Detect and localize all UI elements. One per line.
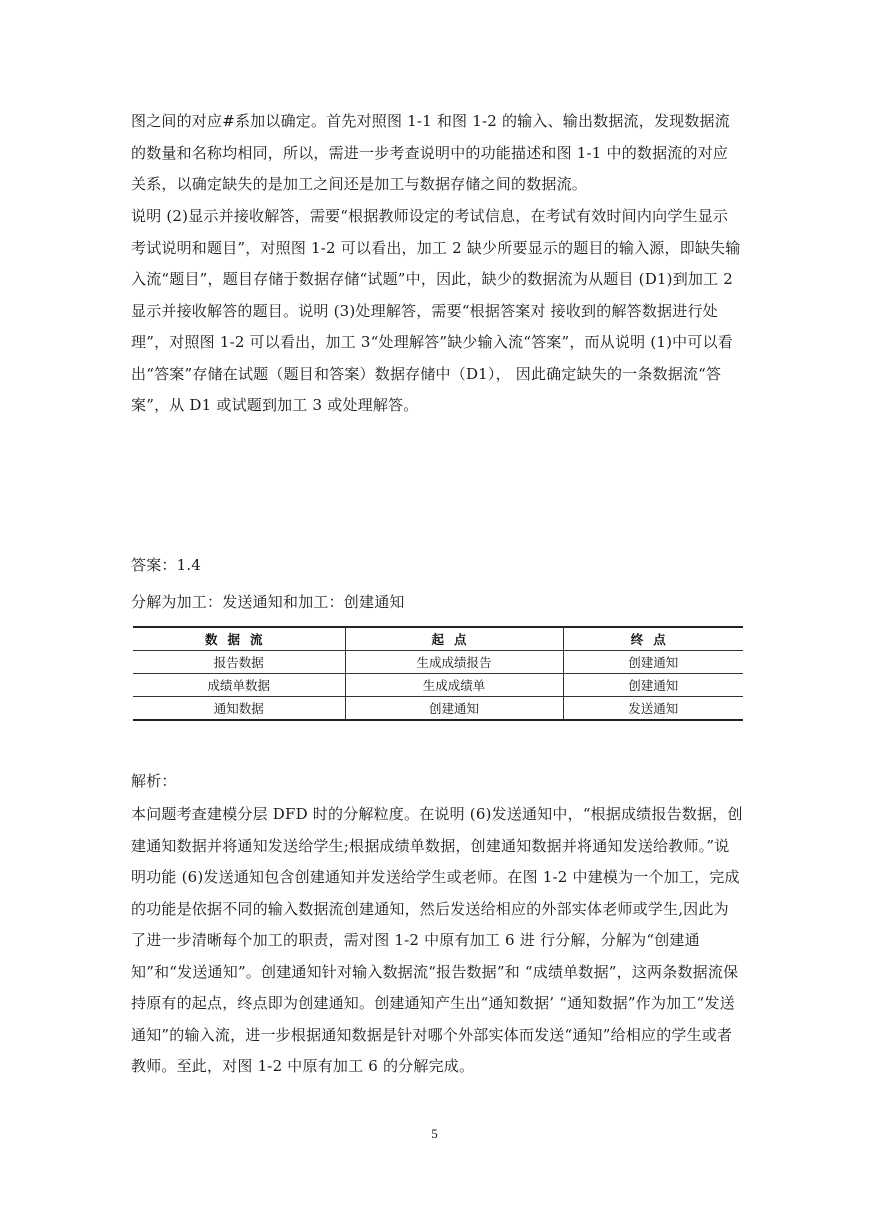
table-cell: 生成成绩单 [345, 674, 563, 697]
header-dataflow: 数据流 [133, 627, 345, 651]
analysis-body: 本问题考查建模分层 DFD 时的分解粒度。在说明 (6)发送通知中，“根据成绩报告数据，创建通知数据并将通知发送给学生;根据成绩单数据，创建通知数据并将通知发送给教师。”说明功能 (6)发送通知包含创建通知并发送给学生或老师。在图 1-2 中建模为一个加工，完成的功能是依据不同的输入数据流创建通知，然后发送给相应的外部实体老师或学生,因此为了进一步清晰每个加工的职责，需对图 1-2 中原有加工 6 进 行分解，分解为“创建通知”和“发送通知”。创建通知针对输入数据流“报告数据”和 “成绩单数据”，这两条数据流保持原有的起点，终点即为创建通知。创建通知产生出“通知数据’ “通知数据”作为加工“发送通知”的输入流，进一步根据通知数据是针对哪个外部实体而发送“通知”给相应的学生或者教师。至此，对图 1-2 中原有加工 6 的分解完成。 [131, 805, 743, 1075]
table-header-row [133, 627, 743, 651]
header-start: 起点 [345, 627, 563, 651]
table-cell: 成绩单数据 [133, 674, 345, 697]
table-cell: 生成成绩报告 [345, 651, 563, 674]
table-cell: 发送通知 [563, 697, 743, 721]
table-row [133, 697, 743, 721]
answer-label: 答案：1.4 [131, 556, 202, 574]
page-number: 5 [431, 1126, 438, 1141]
table-cell: 创建通知 [563, 674, 743, 697]
table-row [133, 674, 743, 697]
table-cell: 创建通知 [563, 651, 743, 674]
table-cell: 通知数据 [133, 697, 345, 721]
table-cell: 报告数据 [133, 651, 345, 674]
table-row [133, 651, 743, 674]
table-cell: 创建通知 [345, 697, 563, 721]
paragraph-intro: 图之间的对应#系加以确定。首先对照图 1-1 和图 1-2 的输入、输出数据流，发现数据流的数量和名称均相同，所以，需进一步考查说明中的功能描述和图 1-1 中的数据流的对应关系，以确定缺失的是加工之间还是加工与数据存储之间的数据流。 [131, 112, 730, 193]
dataflow-table-container [133, 626, 743, 718]
answer-description: 分解为加工：发送通知和加工：创建通知 [131, 593, 405, 611]
dataflow-table [133, 626, 743, 721]
analysis-label: 解析： [131, 772, 177, 790]
header-end: 终点 [563, 627, 743, 651]
paragraph-explanation: 说明 (2)显示并接收解答，需要“根据教师设定的考试信息，在考试有效时间内向学生显示考试说明和题目”，对照图 1-2 可以看出，加工 2 缺少所要显示的题目的输入源，即缺失输入流“题目”，题目存储于数据存储“试题”中，因此，缺少的数据流为从题目 (D1)到加工 2 显示并接收解答的题目。说明 (3)处理解答，需要“根据答案对 接收到的解答数据进行处理”，对照图 1-2 可以看出，加工 3“处理解答”缺少输入流“答案”，而从说明 (1)中可以看出“答案”存储在试题（题目和答案）数据存储中（D1）， 因此确定缺失的一条数据流“答案”，从 D1 或试题到加工 3 或处理解答。 [131, 207, 741, 414]
